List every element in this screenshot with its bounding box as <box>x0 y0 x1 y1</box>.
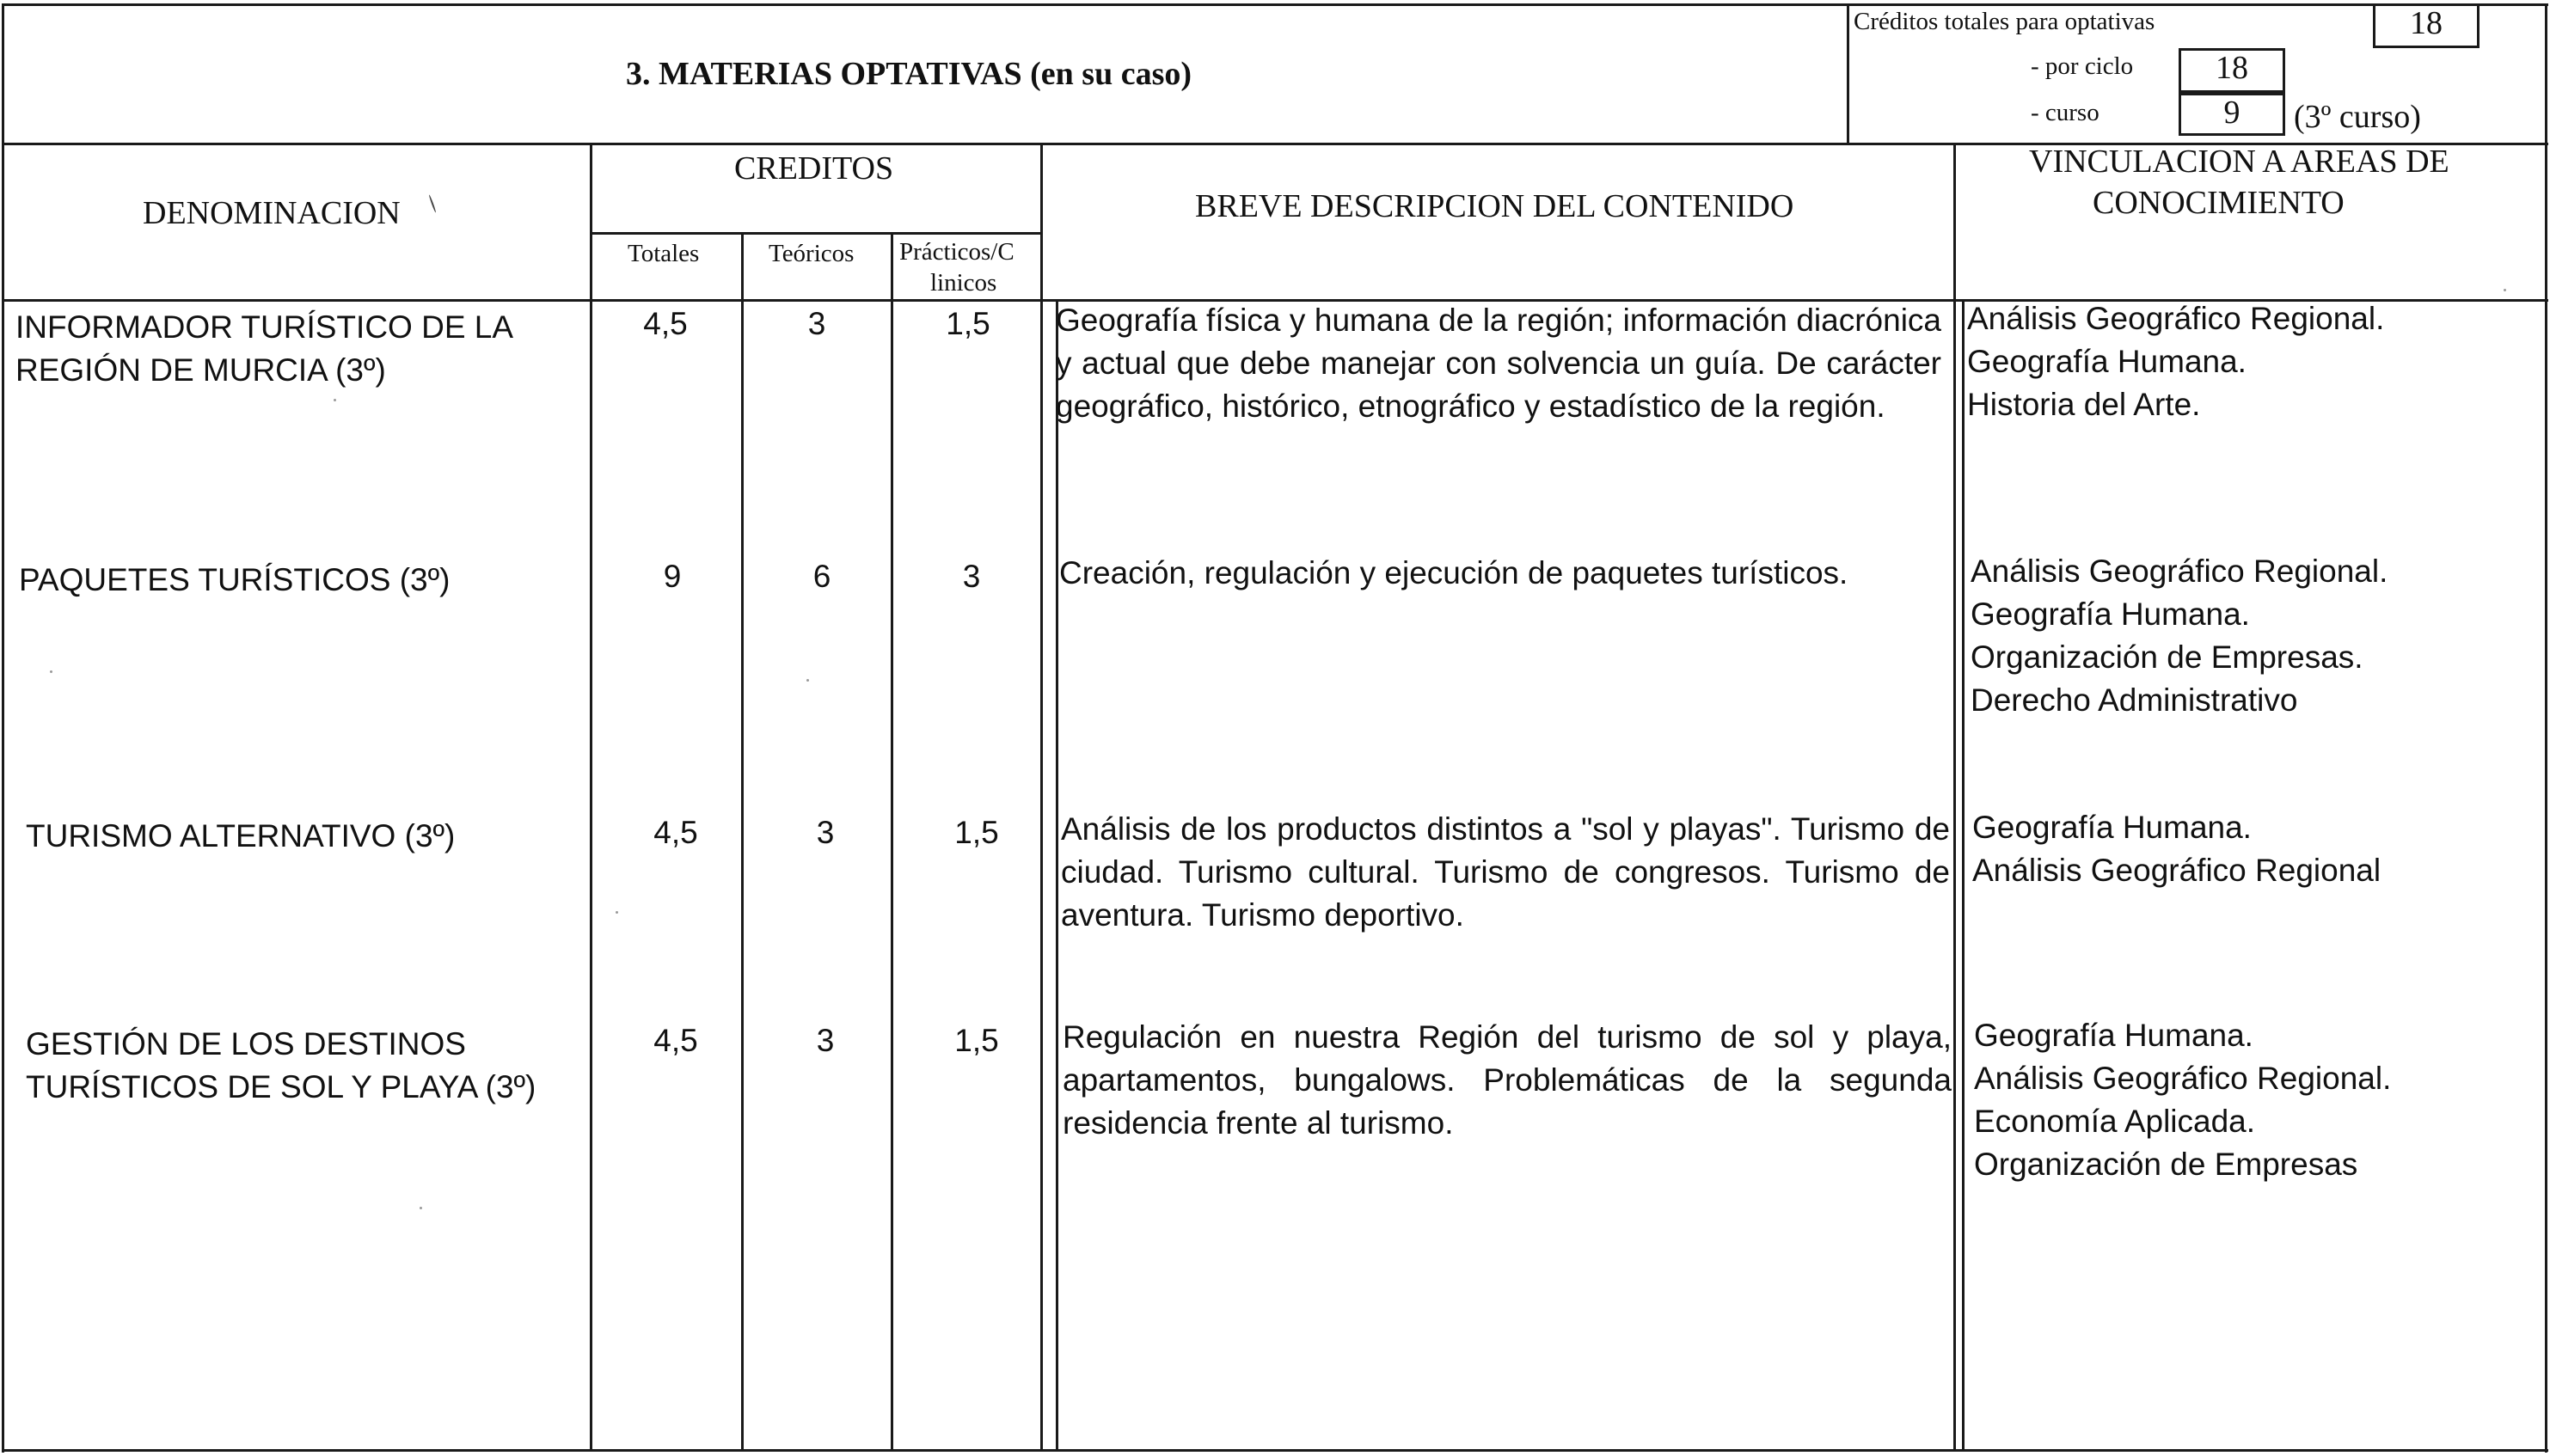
scan-speck <box>334 399 336 401</box>
row-3-description: Análisis de los productos distintos a "sol y playas". Turismo de ciudad. Turismo cultural. Turismo de congresos. Turismo de aventura. Turismo deportivo. <box>1061 811 1950 933</box>
page-title: 3. MATERIAS OPTATIVAS (en su caso) <box>626 56 1192 92</box>
row-2-totales: 9 <box>663 559 682 594</box>
row-2-area-1: Análisis Geográfico Regional. <box>1971 554 2388 589</box>
row-4-area-4: Organización de Empresas <box>1974 1147 2358 1182</box>
row-4-teoricos: 3 <box>816 1023 835 1058</box>
row-3-area-2: Análisis Geográfico Regional <box>1972 853 2381 888</box>
row-4-area-2: Análisis Geográfico Regional. <box>1974 1061 2392 1096</box>
table-row-1-name <box>15 306 583 392</box>
scan-speck <box>50 670 52 673</box>
col-divider-5 <box>1953 143 1956 1449</box>
row-3-practicos: 1,5 <box>954 815 999 850</box>
right-border <box>2545 3 2547 1453</box>
table-row-2-name <box>19 559 586 602</box>
scan-speck <box>2504 289 2506 291</box>
row-2-areas <box>1971 550 2388 722</box>
table-row-3-name <box>26 815 585 858</box>
creditos-subheader-line <box>590 232 1042 235</box>
row-4-area-1: Geografía Humana. <box>1974 1018 2253 1053</box>
col-header-denominacion: DENOMINACION <box>143 195 401 231</box>
col-divider-4 <box>1040 143 1043 1449</box>
col-divider-4b <box>1056 299 1058 1449</box>
per-cycle-value: 18 <box>2216 50 2248 86</box>
row-4-description: Regulación en nuestra Región del turismo de sol y playa, apartamentos, bungalows. Problemáticas de la segunda residencia frente al turismo. <box>1063 1019 1952 1141</box>
per-cycle-box <box>2179 48 2285 93</box>
row-4-name-line-2: TURÍSTICOS DE SOL Y PLAYA (3º) <box>26 1069 536 1104</box>
top-border <box>2 3 2548 6</box>
credits-total-value: 18 <box>2410 5 2443 41</box>
row-1-name-line-1: INFORMADOR TURÍSTICO DE LA <box>15 309 514 345</box>
col-header-descripcion: BREVE DESCRIPCION DEL CONTENIDO <box>1195 188 1794 224</box>
col-header-teoricos: Teóricos <box>769 240 855 267</box>
col-header-practicos-2: linicos <box>930 269 997 297</box>
row-4-totales: 4,5 <box>653 1023 698 1058</box>
row-1-area-3: Historia del Arte. <box>1967 387 2201 422</box>
row-1-areas <box>1967 297 2384 426</box>
col-divider-1 <box>590 143 592 1449</box>
row-4-area-3: Economía Aplicada. <box>1974 1104 2256 1139</box>
col-header-creditos: CREDITOS <box>734 150 894 187</box>
per-cycle-label: - por ciclo <box>2031 52 2134 80</box>
col-header-vinculacion-1: VINCULACION A AREAS DE <box>2029 144 2449 180</box>
course-box <box>2179 93 2285 136</box>
row-3-totales: 4,5 <box>653 815 698 850</box>
row-4-areas <box>1974 1014 2391 1186</box>
course-label: - curso <box>2031 99 2099 126</box>
row-2-name-line-1: PAQUETES TURÍSTICOS (3º) <box>19 562 451 597</box>
row-1-description: Geografía física y humana de la región; información diacrónica y actual que debe manejar con solvencia un guía. De carácter geográfico, histórico, etnográfico y estadístico de la región. <box>1056 303 1941 424</box>
row-2-teoricos: 6 <box>812 559 831 594</box>
credits-total-box <box>2373 3 2480 48</box>
row-2-area-3: Organización de Empresas. <box>1971 639 2363 675</box>
col-divider-5b <box>1962 299 1965 1449</box>
row-4-practicos: 1,5 <box>954 1023 999 1058</box>
course-value: 9 <box>2223 95 2240 131</box>
bottom-border <box>2 1449 2548 1452</box>
scan-speck <box>420 1207 422 1209</box>
row-1-area-2: Geografía Humana. <box>1967 344 2247 379</box>
row-3-name-line-1: TURISMO ALTERNATIVO (3º) <box>26 818 456 853</box>
row-4-name-line-1: GESTIÓN DE LOS DESTINOS <box>26 1026 466 1061</box>
col-header-practicos-1: Prácticos/C <box>899 238 1014 266</box>
scan-speck <box>428 194 436 212</box>
row-1-name-line-2: REGIÓN DE MURCIA (3º) <box>15 352 386 388</box>
row-3-area-1: Geografía Humana. <box>1972 810 2252 845</box>
course-note: (3º curso) <box>2294 99 2421 135</box>
table-row-4-name <box>26 1023 585 1109</box>
row-1-area-1: Análisis Geográfico Regional. <box>1967 301 2385 336</box>
col-header-vinculacion-2: CONOCIMIENTO <box>2093 185 2345 221</box>
row-2-area-4: Derecho Administrativo <box>1971 682 2298 718</box>
row-3-areas <box>1972 806 2381 892</box>
left-border <box>2 3 4 1453</box>
row-2-area-2: Geografía Humana. <box>1971 596 2250 632</box>
row-3-teoricos: 3 <box>816 815 835 850</box>
row-1-teoricos: 3 <box>807 306 826 341</box>
row-2-description: Creación, regulación y ejecución de paquetes turísticos. <box>1059 555 1848 590</box>
col-header-totales: Totales <box>628 240 700 267</box>
credits-total-label: Créditos totales para optativas <box>1854 8 2155 35</box>
row-2-practicos: 3 <box>962 559 981 594</box>
row-1-totales: 4,5 <box>643 306 688 341</box>
header-credits-divider <box>1847 3 1849 143</box>
scan-speck <box>806 679 809 682</box>
scan-speck <box>616 911 618 914</box>
row-1-practicos: 1,5 <box>946 306 990 341</box>
